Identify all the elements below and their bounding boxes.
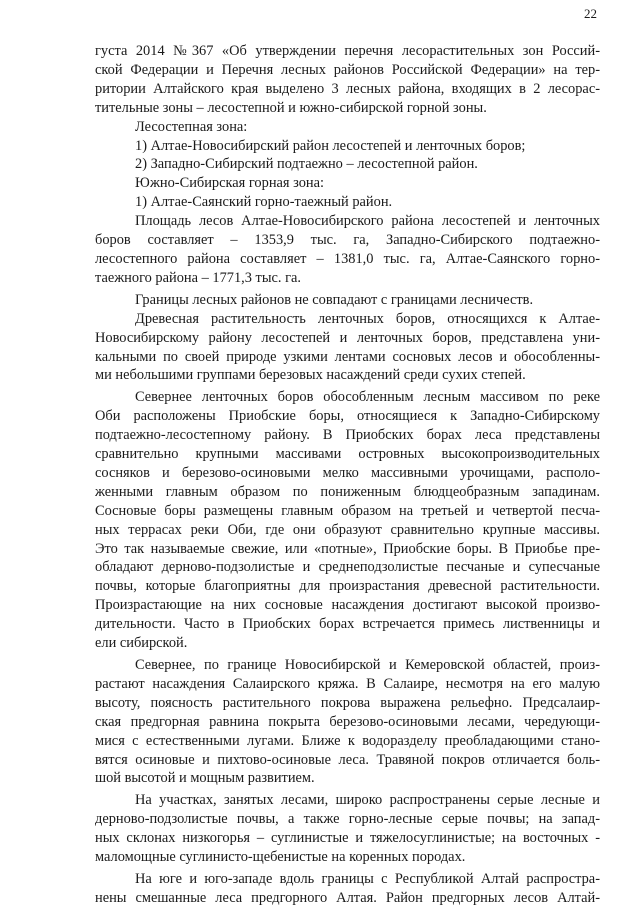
text-line: сравнительно крупными массивами островных высокопроизводительных	[95, 446, 600, 463]
text-line: лесостепного района составляет – 1381,0 тыс. га, Алтае-Саянского горно-	[95, 250, 600, 267]
text-line: На юге и юго-западе вдоль границы с Республикой Алтай распростра-	[135, 870, 600, 887]
text-line: ми небольшими группами березовых насаждений среди сухих степей.	[95, 367, 526, 384]
text-line: Сосновые боры размещены главным образом на третьей и четвертой песча-	[95, 502, 600, 519]
text-line: 1) Алтае-Новосибирский район лесостепей и ленточных боров;	[135, 137, 526, 154]
text-line: дительности. Часто в Приобских борах встречается примесь лиственницы и	[95, 616, 600, 633]
body-text	[95, 42, 600, 908]
text-line: таежного района – 1771,3 тыс. га.	[95, 269, 301, 286]
text-line: почвы, которые благоприятны для произрастания древесной растительности.	[95, 578, 600, 595]
text-line: 2) Западно-Сибирский подтаежно – лесостепной район.	[135, 156, 478, 173]
text-line: 1) Алтае-Саянский горно-таежный район.	[135, 194, 393, 211]
text-line: густа 2014 №367 «Об утверждении перечня лесорастительных зон Россий-	[95, 43, 600, 59]
text-line: вятся осиновые и пихтово-осиновые леса. Травяной покров отличается боль-	[95, 751, 600, 768]
text-line: ская предгорная равнина покрыта березово-осиновыми лесами, чередующи-	[95, 713, 600, 730]
text-line: шой высотой и мощным развитием.	[95, 770, 315, 787]
text-line: дерново-подзолистые почвы, а также горно-лесные серые почвы; на запад-	[95, 811, 600, 828]
text-line: ритории Алтайского края выделено 3 лесных района, входящих в 2 лесорас-	[95, 80, 600, 97]
text-line: женными главным образом по пониженным блюдцеобразным западинам.	[95, 483, 600, 500]
text-line: Произрастающие на них сосновые насаждения достигают высокой произво-	[95, 597, 600, 614]
text-line: боров составляет – 1353,9 тыс. га, Западно-Сибирского подтаежно-	[95, 232, 600, 249]
text-line: обладают дерново-подзолистые и среднеподзолистые песчаные и супесчаные	[95, 559, 600, 576]
text-line: На участках, занятых лесами, широко распространены серые лесные и	[135, 792, 600, 809]
text-line: ской Федерации и Перечня лесных районов Российской Федерации» на тер-	[95, 61, 600, 78]
text-line: тительные зоны – лесостепной и южно-сибирской горной зоны.	[95, 99, 487, 116]
text-line: мися с естественными лугами. Ближе к водоразделу преобладающими стано-	[95, 732, 600, 749]
text-line: Древесная растительность ленточных боров, относящихся к Алтае-	[135, 310, 600, 327]
text-line: Севернее ленточных боров обособленным лесным массивом по реке	[135, 389, 600, 406]
text-line: высоту, поясность растительного покрова выражена рельефно. Предсалаир-	[95, 694, 600, 711]
text-line: ных склонах низкогорья – суглинистые и тяжелосуглинистые; на восточных -	[95, 830, 600, 847]
text-line: Площадь лесов Алтае-Новосибирского района лесостепей и ленточных	[135, 213, 600, 230]
text-line: кальными по своей природе узкими лентами сосновых лесов и обособленны-	[95, 348, 600, 365]
text-line: растают насаждения Салаирского кряжа. В Салаире, несмотря на его малую	[95, 675, 600, 692]
text-line: нены смешанные леса предгорного Алтая. Район предгорных лесов Алтай-	[95, 889, 600, 906]
text-line: Новосибирскому району лесостепей и ленточных боров, представлена уни-	[95, 329, 600, 346]
text-line: Границы лесных районов не совпадают с границами лесничеств.	[135, 291, 534, 308]
text-line: Лесостепная зона:	[135, 118, 248, 135]
text-line: маломощные суглинисто-щебенистые на коренных породах.	[95, 849, 466, 866]
text-line: ных террасах реки Оби, где они образуют сравнительно крупные массивы.	[95, 521, 600, 538]
text-line: сосняков и березово-осиновыми мелко массивными урочищами, располо-	[95, 464, 600, 481]
text-line: Это так называемые свежие, или «потные», Приобские боры. В Приобье пре-	[95, 540, 600, 557]
text-line: ели сибирской.	[95, 635, 188, 652]
page-number: 22	[584, 6, 597, 21]
text-line: подтаежно-лесостепному району. В Приобских борах леса представлены	[95, 427, 600, 444]
text-line: Оби расположены Приобские боры, относящиеся к Западно-Сибирскому	[95, 408, 600, 425]
text-line: Севернее, по границе Новосибирской и Кемеровской областей, произ-	[135, 657, 600, 673]
text-line: Южно-Сибирская горная зона:	[135, 175, 325, 192]
